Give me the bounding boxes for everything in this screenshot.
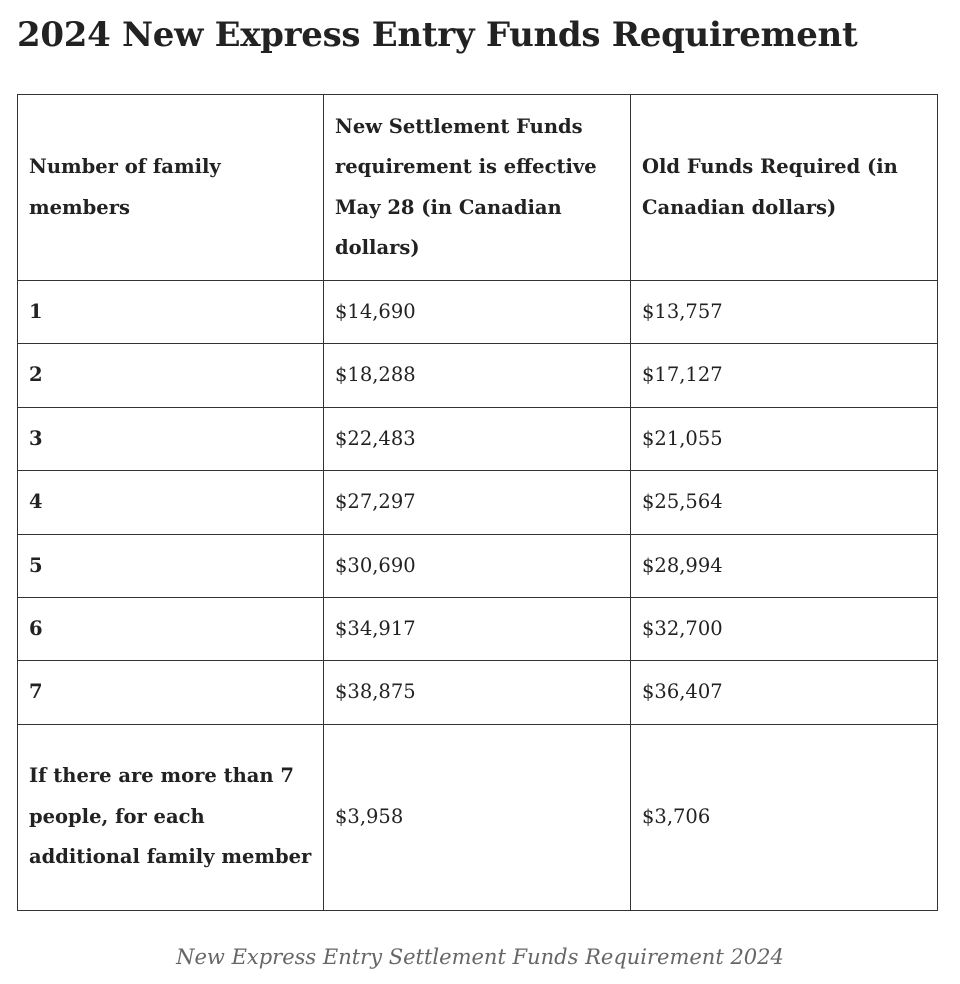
table-row <box>18 344 938 407</box>
cell-family-members: 6 <box>18 597 324 660</box>
cell-family-members: 7 <box>18 661 324 724</box>
cell-old-funds: $17,127 <box>631 344 938 407</box>
table-row <box>18 724 938 910</box>
cell-new-funds: $3,958 <box>324 724 631 910</box>
cell-family-members: 1 <box>18 281 324 344</box>
cell-family-members: 2 <box>18 344 324 407</box>
cell-old-funds: $21,055 <box>631 407 938 470</box>
cell-new-funds: $27,297 <box>324 471 631 534</box>
header-old-funds: Old Funds Required (in Canadian dollars) <box>631 95 938 281</box>
cell-new-funds: $34,917 <box>324 597 631 660</box>
table-row <box>18 281 938 344</box>
page-title: 2024 New Express Entry Funds Requirement <box>17 15 858 55</box>
table-row <box>18 534 938 597</box>
cell-old-funds: $3,706 <box>631 724 938 910</box>
table-row <box>18 597 938 660</box>
cell-old-funds: $36,407 <box>631 661 938 724</box>
cell-old-funds: $25,564 <box>631 471 938 534</box>
cell-family-members: 4 <box>18 471 324 534</box>
cell-new-funds: $30,690 <box>324 534 631 597</box>
funds-table <box>17 94 938 911</box>
header-family-members: Number of family members <box>18 95 324 281</box>
cell-old-funds: $13,757 <box>631 281 938 344</box>
cell-family-members: If there are more than 7 people, for each additional family member <box>18 724 324 910</box>
cell-family-members: 3 <box>18 407 324 470</box>
header-new-funds: New Settlement Funds requirement is effective May 28 (in Canadian dollars) <box>324 95 631 281</box>
table-row <box>18 471 938 534</box>
cell-old-funds: $28,994 <box>631 534 938 597</box>
table-row <box>18 661 938 724</box>
table-header-row <box>18 95 938 281</box>
table-caption: New Express Entry Settlement Funds Requirement 2024 <box>176 945 784 969</box>
cell-new-funds: $14,690 <box>324 281 631 344</box>
cell-old-funds: $32,700 <box>631 597 938 660</box>
table-row <box>18 407 938 470</box>
cell-new-funds: $22,483 <box>324 407 631 470</box>
cell-family-members: 5 <box>18 534 324 597</box>
cell-new-funds: $18,288 <box>324 344 631 407</box>
cell-new-funds: $38,875 <box>324 661 631 724</box>
